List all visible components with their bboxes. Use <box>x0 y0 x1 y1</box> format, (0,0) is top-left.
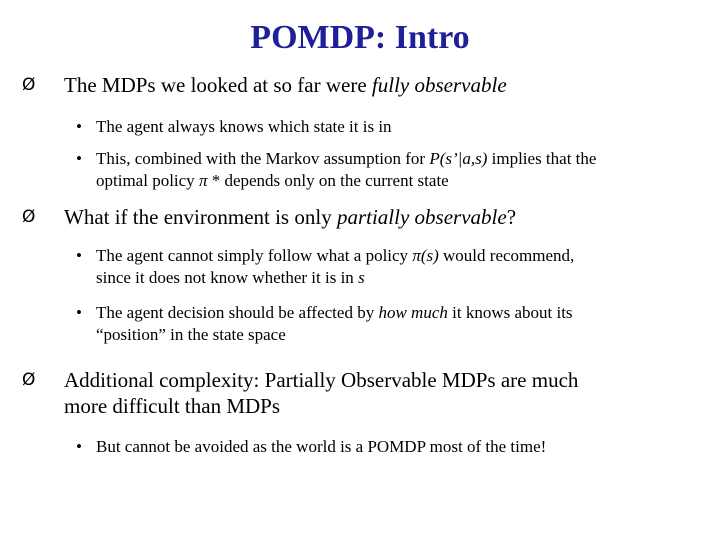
sub-bullet-text: This, combined with the Markov assumption for P(s’|a,s) implies that the optimal policy π * depends only on the current state <box>96 149 597 190</box>
dot-bullet-icon: • <box>76 437 82 456</box>
dot-bullet-icon: • <box>76 303 82 322</box>
sub-bullet-text: The agent cannot simply follow what a policy π(s) would recommend, since it does not know whether it is in s <box>96 246 575 287</box>
sub-bullet-text: But cannot be avoided as the world is a POMDP most of the time! <box>96 437 547 456</box>
slide-title: POMDP: Intro <box>250 19 470 56</box>
bullet-text: What if the environment is only partially observable? <box>64 205 517 229</box>
bullet-text: The MDPs we looked at so far were fully observable <box>64 73 507 97</box>
arrow-bullet-icon: Ø <box>22 370 36 390</box>
dot-bullet-icon: • <box>76 246 82 265</box>
arrow-bullet-icon: Ø <box>22 75 36 95</box>
dot-bullet-icon: • <box>76 117 82 136</box>
arrow-bullet-icon: Ø <box>22 207 36 227</box>
sub-bullet-text: The agent always knows which state it is in <box>96 117 392 136</box>
bullet-text: Additional complexity: Partially Observable MDPs are much more difficult than MDPs <box>64 368 579 418</box>
sub-bullet-text: The agent decision should be affected by how much it knows about its “position” in the state space <box>96 303 573 344</box>
dot-bullet-icon: • <box>76 149 82 168</box>
